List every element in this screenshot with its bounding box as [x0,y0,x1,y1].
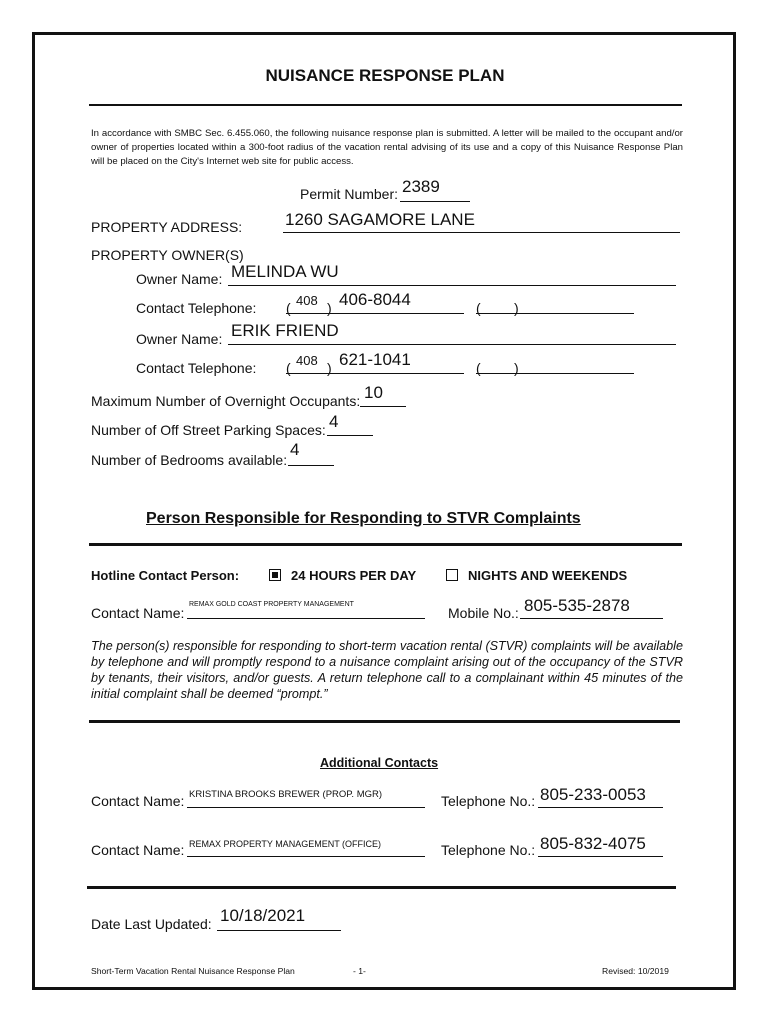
paren-close-2a: ) [327,360,332,376]
bedrooms-line [288,465,334,466]
option-24-hours-label: 24 HOURS PER DAY [291,568,417,583]
paren-close-1b: ) [514,300,519,316]
property-owners-label: PROPERTY OWNER(S) [91,247,244,263]
permit-value[interactable]: 2389 [402,177,440,196]
additional-contact-name-2[interactable]: REMAX PROPERTY MANAGEMENT (OFFICE) [189,839,382,849]
additional-tel-label-1: Telephone No.: [441,793,536,809]
contact-name-line [187,618,425,619]
paren-open-1b: ( [476,300,481,316]
additional-tel-line-2 [538,856,663,857]
additional-contact-label-1: Contact Name: [91,793,185,809]
additional-tel-value-1[interactable]: 805-233-0053 [540,785,646,804]
title-rule [89,104,682,106]
contact-name-value[interactable]: REMAX GOLD COAST PROPERTY MANAGEMENT [189,601,354,608]
max-occupants-label: Maximum Number of Overnight Occupants: [91,393,361,409]
area-code-1[interactable]: 408 [296,293,318,308]
paren-open-2b: ( [476,360,481,376]
option-nights-weekends-label: NIGHTS AND WEEKENDS [468,568,628,583]
date-updated-label: Date Last Updated: [91,916,212,932]
bedrooms-value[interactable]: 4 [290,440,300,459]
footer-revised: Revised: 10/2019 [602,966,669,976]
max-occupants-value[interactable]: 10 [364,383,383,402]
parking-value[interactable]: 4 [329,412,339,431]
owner-name-label-2: Owner Name: [136,331,223,347]
tel-line-1b [476,313,634,314]
additional-tel-value-2[interactable]: 805-832-4075 [540,834,646,853]
additional-contact-line-2 [187,856,425,857]
owner-name-line-2 [228,344,676,345]
mobile-line [520,618,663,619]
parking-line [327,435,373,436]
additional-tel-label-2: Telephone No.: [441,842,536,858]
additional-tel-line-1 [538,807,663,808]
additional-contacts-title: Additional Contacts [320,756,439,770]
intro-text: In accordance with SMBC Sec. 6.455.060, the following nuisance response plan is submitted. A letter will be mailed to the occupant and/or owner of properties located within a 300-foot radius of the vacation rental advising of its use and a copy of this Nuisance Response Plan will be placed on the City's Internet web site for public access. [91,128,683,167]
property-address-value[interactable]: 1260 SAGAMORE LANE [285,210,475,229]
permit-label: Permit Number: [300,186,399,202]
checkbox-24-hours[interactable] [269,569,281,581]
section-title: Person Responsible for Responding to STVR Complaints [146,510,581,527]
permit-line [400,201,470,202]
paren-open-2a: ( [286,360,291,376]
mobile-value[interactable]: 805-535-2878 [524,596,630,615]
mobile-label: Mobile No.: [448,605,519,621]
phone-value-2[interactable]: 621-1041 [339,350,411,369]
property-address-line [283,232,680,233]
owner-name-value-1[interactable]: MELINDA WU [231,262,339,281]
checkbox-nights-weekends[interactable] [446,569,458,581]
paren-open-1a: ( [286,300,291,316]
page-title: NUISANCE RESPONSE PLAN [265,66,505,85]
date-updated-line [217,930,341,931]
contact-tel-label-1: Contact Telephone: [136,300,257,316]
additional-rule [87,886,676,889]
paragraph-rule [89,720,680,723]
footer-page-number: - 1- [353,966,366,976]
area-code-2[interactable]: 408 [296,353,318,368]
contact-name-label: Contact Name: [91,605,185,621]
paren-close-1a: ) [327,300,332,316]
parking-label: Number of Off Street Parking Spaces: [91,422,326,438]
contact-tel-label-2: Contact Telephone: [136,360,257,376]
paren-close-2b: ) [514,360,519,376]
footer-title: Short-Term Vacation Rental Nuisance Response Plan [91,966,295,976]
additional-contact-name-1[interactable]: KRISTINA BROOKS BREWER (PROP. MGR) [189,789,383,800]
additional-contact-label-2: Contact Name: [91,842,185,858]
owner-name-value-2[interactable]: ERIK FRIEND [231,321,339,340]
owner-name-line-1 [228,285,676,286]
property-address-label: PROPERTY ADDRESS: [91,219,243,235]
tel-line-2b [476,373,634,374]
section-rule [89,543,682,546]
phone-value-1[interactable]: 406-8044 [339,290,411,309]
responsibility-paragraph: The person(s) responsible for responding to short-term vacation rental (STVR) complaints will be available by telephone and will promptly respond to a nuisance complaint arising out of the occupancy of the STVR by tenants, their visitors, and/or guests. A return telephone call to a complainant within 45 minutes of the initial complaint shall be deemed “prompt.” [91,639,683,701]
max-occupants-line [360,406,406,407]
bedrooms-label: Number of Bedrooms available: [91,452,288,468]
hotline-label: Hotline Contact Person: [91,568,240,583]
date-updated-value[interactable]: 10/18/2021 [220,906,306,925]
owner-name-label-1: Owner Name: [136,271,223,287]
tel-line-2a [286,373,464,374]
additional-contact-line-1 [187,807,425,808]
tel-line-1a [286,313,464,314]
